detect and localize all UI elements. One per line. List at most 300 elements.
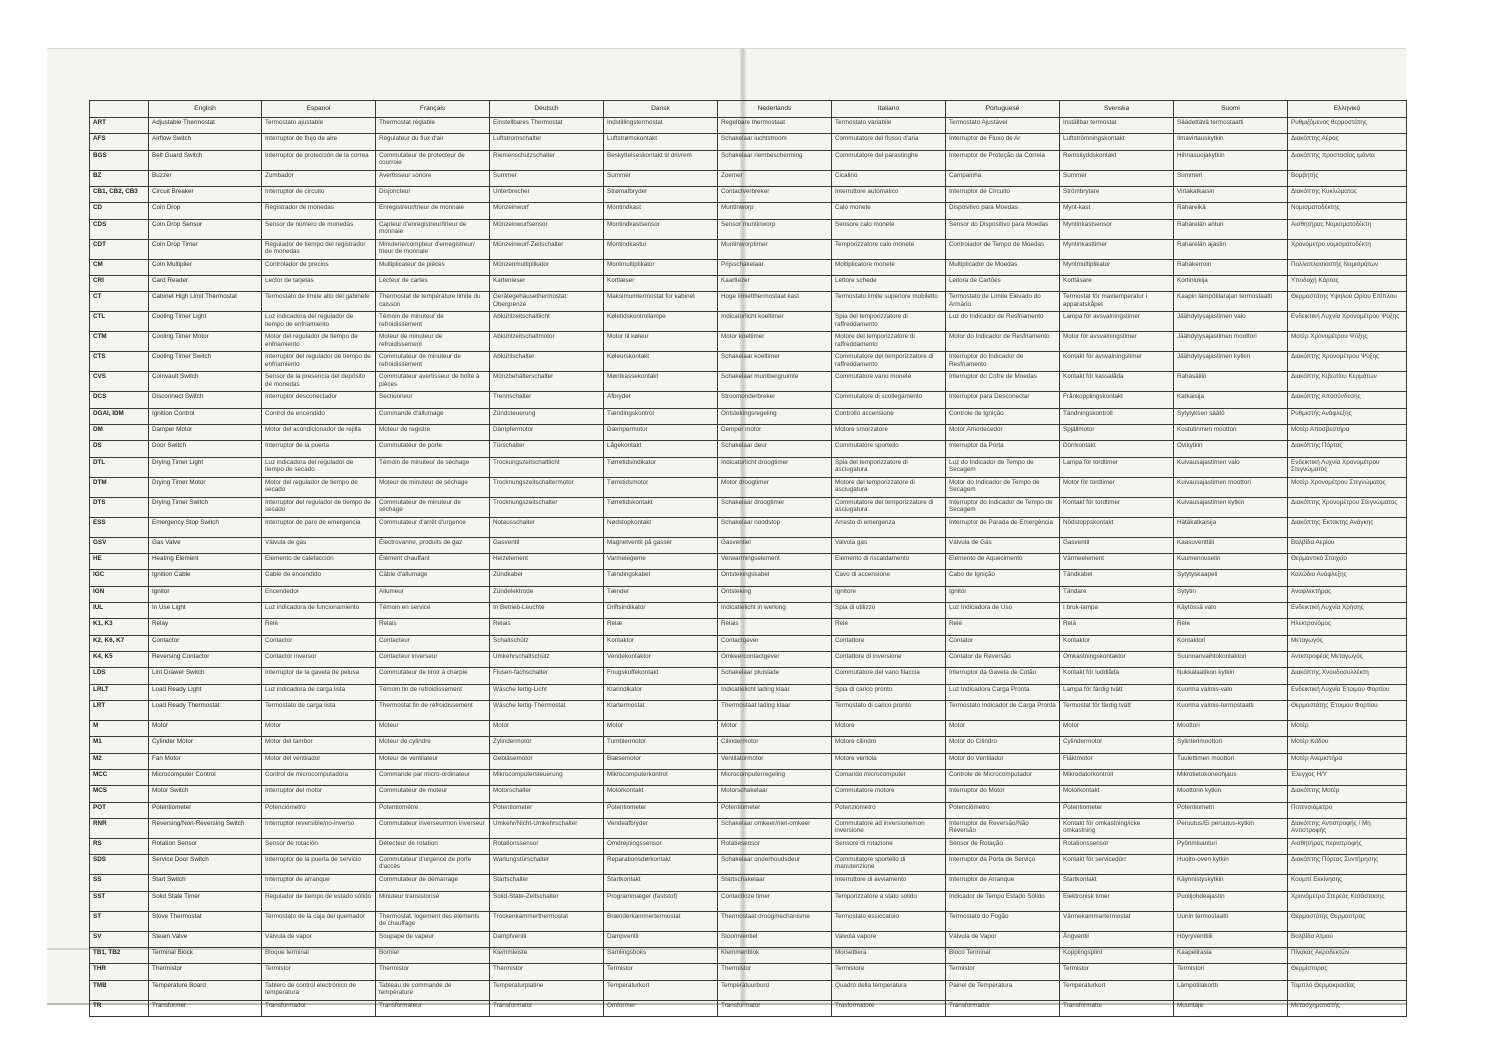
table-cell-translation: Fnugskuffekontakt (604, 668, 718, 684)
table-cell-translation: Omdrejningssensor (604, 838, 718, 854)
table-cell-translation: I bruk-lampa (1060, 602, 1174, 618)
table-row (90, 635, 1407, 651)
table-cell-translation: Kuumennuselin (1174, 553, 1288, 569)
table-cell-translation: Διακόπτης Χρονομέτρου Στεγνώματος (1288, 497, 1407, 517)
table-cell-translation: Rahareikä (1174, 203, 1288, 219)
table-cell-translation: Münzenmultiplikator (490, 259, 604, 275)
table-cell-translation: Commutateur inverseur/non inverseur (376, 818, 490, 838)
table-cell-translation: Inställbar termostat (1060, 118, 1174, 134)
table-cell-translation: Gerätegehäusethermostat: Obergrenze (490, 292, 604, 312)
table-cell-translation: Commutatore del temporizzatore di asciugatura (832, 497, 946, 517)
table-row (90, 553, 1407, 569)
table-cell-translation: Jäähdytysajastimen valo (1174, 312, 1288, 332)
table-cell-code: SDS (90, 855, 149, 875)
table-cell-translation: Διακόπτης Αντιστροφής / Μη Αντιστροφής (1288, 818, 1407, 838)
table-cell-english: Cooling Timer Light (149, 312, 262, 332)
table-cell-translation: Disjoncteur (376, 186, 490, 202)
table-cell-translation: Kaapin lämpötilarajan termostaatti (1174, 292, 1288, 312)
table-cell-translation: Διακόπτης Έκτακτης Ανάγκης (1288, 517, 1407, 537)
table-cell-translation: Zündsteuerung (490, 408, 604, 424)
table-cell-translation: Ignitor (946, 586, 1060, 602)
table-cell-translation: Nødstopkontakt (604, 517, 718, 537)
table-cell-translation: Enregistreur/trieur de monnaie (376, 203, 490, 219)
table-cell-translation: Comando microcomputer (832, 769, 946, 785)
table-cell-code: CDT (90, 239, 149, 259)
table-cell-translation: Münzeinwurf (490, 203, 604, 219)
table-cell-translation: Motorschalter (490, 786, 604, 802)
table-cell-translation: Stroomonderbreker (718, 392, 832, 408)
table-cell-translation: Luz Indicadora Carga Pronta (946, 684, 1060, 700)
table-cell-code: LRT (90, 700, 149, 720)
table-cell-translation: Διακόπτης Μοτέρ (1288, 786, 1407, 802)
table-cell-translation: Sytytyskaapeli (1174, 570, 1288, 586)
table-cell-translation: Luz do Indicador de Resfriamento (946, 312, 1060, 332)
table-cell-code: CTL (90, 312, 149, 332)
table-cell-translation: Interruptor de flujo de aire (262, 134, 376, 150)
table-cell-translation: Lector de tarjetas (262, 275, 376, 291)
table-row (90, 668, 1407, 684)
table-cell-translation: Registrador de monedas (262, 203, 376, 219)
table-cell-translation: Termostato Indicador de Carga Pronta (946, 700, 1060, 720)
table-cell-translation: Potentiometer (604, 802, 718, 818)
table-cell-translation: Αισθητήρας Νομισματοδέκτη (1288, 219, 1407, 239)
table-cell-translation: Summeri (1174, 170, 1288, 186)
column-header-language: Espanol (262, 101, 376, 118)
table-cell-translation: Motor til køleur (604, 332, 718, 352)
table-cell-translation: Tableau de commande de température (376, 980, 490, 1000)
column-header-language: Italiano (832, 101, 946, 118)
table-cell-translation: Termostat för färdig tvätt (1060, 700, 1174, 720)
table-cell-translation: Katkaisija (1174, 392, 1288, 408)
table-cell-translation: Commutateur de minuteur de refroidissement (376, 352, 490, 372)
table-cell-translation: Avertisseur sonore (376, 170, 490, 186)
table-cell-translation: Πίνακας Ακροδεκτών (1288, 947, 1407, 963)
table-cell-translation: Calo monete (832, 203, 946, 219)
table-cell-translation: Kontakt för luddlåda (1060, 668, 1174, 684)
table-cell-translation: Umkehr/Nicht-Umkehrschalter (490, 818, 604, 838)
table-cell-translation: Relais (376, 619, 490, 635)
table-cell-translation: Διακόπτης Χνουδοσυλλέκτη (1288, 668, 1407, 684)
table-cell-translation: Termostat för maxtemperatur i apparatskåpet (1060, 292, 1174, 312)
table-cell-translation: Relè (832, 619, 946, 635)
table-cell-translation: Suunnanvaihtokontaktori (1174, 651, 1288, 667)
table-cell-translation: Luz indicadora del regulador de tiempo de secado (262, 457, 376, 477)
table-cell-translation: Μοτέρ Αποσβεστήρα (1288, 424, 1407, 440)
table-cell-translation: Thermostaat lading klaar (718, 700, 832, 720)
table-cell-translation: Luftströmningskontakt (1060, 134, 1174, 150)
table-cell-translation: Interruptor reversible/no-inverso (262, 818, 376, 838)
table-cell-translation: Interruptor de Reversão/Não Reversão (946, 818, 1060, 838)
table-cell-translation: Lecteur de cartes (376, 275, 490, 291)
table-cell-translation: Commutatore del parastinghe (832, 150, 946, 170)
table-cell-translation: Termistor (946, 964, 1060, 980)
table-cell-translation: Διακόπτης Κιβωτίου Κερμάτων (1288, 372, 1407, 392)
table-row (90, 150, 1407, 170)
table-cell-translation: Trennschalter (490, 392, 604, 408)
table-cell-translation: Commande par micro-ordinateur (376, 769, 490, 785)
table-cell-translation: Gasventil (490, 537, 604, 553)
table-cell-translation: Encendedor (262, 586, 376, 602)
table-row (90, 947, 1407, 963)
table-cell-translation: Commutateur d'urgence de porte d'accès (376, 855, 490, 875)
table-cell-translation: Thermostat réglable (376, 118, 490, 134)
table-cell-translation: Schakelaar deur (718, 441, 832, 457)
table-cell-translation: Trasformatore (832, 1000, 946, 1016)
table-cell-code: ST (90, 911, 149, 931)
table-cell-translation: Thermistor (718, 964, 832, 980)
table-cell-translation: Interruptor de arranque (262, 875, 376, 891)
table-cell-translation: Ovikytkin (1174, 441, 1288, 457)
table-cell-translation: Kontakt för avsvalningstimer (1060, 352, 1174, 372)
table-cell-translation: Ενδεικτική Λυχνία Έτοιμου Φορτίου (1288, 684, 1407, 700)
table-cell-translation: Électrovanne, produits de gaz (376, 537, 490, 553)
table-row (90, 275, 1407, 291)
table-row (90, 891, 1407, 911)
table-cell-translation: Elemento di riscaldamento (832, 553, 946, 569)
table-cell-translation: Schakelaar riembescherming (718, 150, 832, 170)
table-cell-translation: Stoomventiel (718, 931, 832, 947)
table-cell-code: CTS (90, 352, 149, 372)
table-cell-code: BGS (90, 150, 149, 170)
table-cell-translation: Solid-State-Zeitschalter (490, 891, 604, 911)
table-cell-translation: Møntkassekontakt (604, 372, 718, 392)
table-cell-translation: Maksimumtermostat for kabinet (604, 292, 718, 312)
table-cell-translation: Διακόπτης Πόρτας (1288, 441, 1407, 457)
table-cell-translation: Hätäkatkaisija (1174, 517, 1288, 537)
table-cell-translation: Campainha (946, 170, 1060, 186)
table-cell-translation: Sensor do Dispositivo para Moedas (946, 219, 1060, 239)
table-cell-translation: Capteur d'enregistreur/trieur de monnaie (376, 219, 490, 239)
column-header-language: Français (376, 101, 490, 118)
table-cell-translation: Brænderkammertermostat (604, 911, 718, 931)
table-cell-translation: Commande d'allumage (376, 408, 490, 424)
table-cell-translation: Remskyddskontakt (1060, 150, 1174, 170)
table-row (90, 570, 1407, 586)
table-row (90, 372, 1407, 392)
table-cell-translation: Valvola vapore (832, 931, 946, 947)
table-cell-code: GSV (90, 537, 149, 553)
table-row (90, 980, 1407, 1000)
table-cell-translation: Omformer (604, 1000, 718, 1016)
table-cell-translation: Omkeercontactgever (718, 651, 832, 667)
table-row (90, 203, 1407, 219)
table-cell-translation: Dispositivo para Moedas (946, 203, 1060, 219)
table-cell-translation: Elemento de Aquecimento (946, 553, 1060, 569)
table-cell-translation: Notausschalter (490, 517, 604, 537)
table-cell-translation: Termistore (832, 964, 946, 980)
table-cell-translation: Lampa för tordtimer (1060, 457, 1174, 477)
table-cell-translation: Cavo di accensione (832, 570, 946, 586)
table-cell-translation: Contactgever (718, 635, 832, 651)
table-row (90, 352, 1407, 372)
table-row (90, 457, 1407, 477)
table-cell-translation: Interruptor de Arranque (946, 875, 1060, 891)
table-cell-translation: Motor för tordtimer (1060, 477, 1174, 497)
table-cell-code: TR (90, 1000, 149, 1016)
table-cell-translation: Rele (1174, 619, 1288, 635)
table-cell-translation: Schakelaar koeltimer (718, 352, 832, 372)
table-cell-english: Adjustable Thermostat (149, 118, 262, 134)
table-cell-translation: Kontakt för tordtimer (1060, 497, 1174, 517)
table-cell-translation: Βομβητής (1288, 170, 1407, 186)
table-cell-translation: Summer (604, 170, 718, 186)
table-cell-translation: Painel de Temperatura (946, 980, 1060, 1000)
table-cell-translation: Potenziometro (832, 802, 946, 818)
column-header-code (90, 101, 149, 118)
table-cell-translation: Muuntaja (1174, 1000, 1288, 1016)
table-row (90, 1000, 1407, 1016)
table-cell-translation: Ventilatormotor (718, 753, 832, 769)
table-cell-translation: Indicatielicht lading klaar (718, 684, 832, 700)
table-cell-translation: Dæmpermotor (604, 424, 718, 440)
table-cell-translation: Control de microcomputadora (262, 769, 376, 785)
table-cell-translation: Termostato do Fogão (946, 911, 1060, 931)
table-cell-translation: Motor del regulador de tiempo de secado (262, 477, 376, 497)
table-cell-translation: Μεταγωγός (1288, 635, 1407, 651)
table-cell-translation: Säädettävä termostaatti (1174, 118, 1288, 134)
table-cell-translation: Schakelaar muntbergruimte (718, 372, 832, 392)
table-cell-translation: Διακόπτης Πόρτας Συντήρησης (1288, 855, 1407, 875)
table-cell-translation: Schakelaar pluislade (718, 668, 832, 684)
table-cell-translation: Thermostat, logement des éléments de chauffage (376, 911, 490, 931)
table-cell-translation: Termostato essiccatoio (832, 911, 946, 931)
table-cell-translation: Moteur de ventilateur (376, 753, 490, 769)
table-cell-translation: Multiplicador de Moedas (946, 259, 1060, 275)
table-row (90, 537, 1407, 553)
table-cell-translation: Moteur de minuteur de séchage (376, 477, 490, 497)
table-cell-translation: Interruptor da Gaveta de Cotão (946, 668, 1060, 684)
table-cell-translation: Θερμαντικό Στοιχείο (1288, 553, 1407, 569)
table-cell-translation: Motorkontakt (1060, 786, 1174, 802)
table-cell-translation: Válvula de vapor (262, 931, 376, 947)
table-cell-translation: Témoin en service (376, 602, 490, 618)
table-cell-translation: Contactverbreker (718, 186, 832, 202)
table-cell-translation: Cabo de Ignição (946, 570, 1060, 586)
table-cell-translation: Termostato Ajustável (946, 118, 1060, 134)
table-cell-english: Coin Multiplier (149, 259, 262, 275)
table-cell-translation: Sensor de Rotação (946, 838, 1060, 854)
table-cell-translation: Interruptor da Porta de Serviço (946, 855, 1060, 875)
table-cell-translation: Régulateur du flux d'air (376, 134, 490, 150)
table-cell-translation: Relä (1060, 619, 1174, 635)
table-cell-translation: Strømafbryder (604, 186, 718, 202)
table-cell-translation: Interruptor de protección de la correa (262, 150, 376, 170)
table-cell-translation: Motor koeltimer (718, 332, 832, 352)
table-cell-translation: Interruptor do Cofre de Moedas (946, 372, 1060, 392)
table-cell-translation: Minuterie/compteur d'enregistreur/ trieur de monnaie (376, 239, 490, 259)
table-cell-translation: Nukkalaatikon kytkin (1174, 668, 1288, 684)
table-cell-translation: Kaasuventtiili (1174, 537, 1288, 553)
table-cell-english: Damper Motor (149, 424, 262, 440)
table-cell-translation: Ontstekingskabel (718, 570, 832, 586)
table-cell-translation: Válvula de Vapor (946, 931, 1060, 947)
table-cell-translation: Sytytin (1174, 586, 1288, 602)
table-cell-translation: Microcomputerregeling (718, 769, 832, 785)
table-cell-translation: Lämpötilakortti (1174, 980, 1288, 1000)
table-cell-translation: Tablero de control electrónico de temperatura (262, 980, 376, 1000)
table-row (90, 118, 1407, 134)
table-cell-translation: Μετασχηματιστής (1288, 1000, 1407, 1016)
table-row (90, 424, 1407, 440)
table-cell-translation: Χρονόμετρο Στερεάς Κατάστασης (1288, 891, 1407, 911)
table-cell-translation: Schakelaar noodstop (718, 517, 832, 537)
table-cell-translation: Ilmavirtauskytkin (1174, 134, 1288, 150)
table-row (90, 818, 1407, 838)
table-cell-translation: Zumbador (262, 170, 376, 186)
table-cell-code: HE (90, 553, 149, 569)
table-cell-translation: Controle de Ignição (946, 408, 1060, 424)
table-cell-translation: Commutateur de moteur (376, 786, 490, 802)
table-cell-english: Drying Timer Motor (149, 477, 262, 497)
table-cell-translation: Motorkontakt (604, 786, 718, 802)
table-cell-translation: Θερμοστάτης Θερμαστρας (1288, 911, 1407, 931)
table-cell-english: Temperature Board (149, 980, 262, 1000)
table-cell-translation: Commutatore di scollegamento (832, 392, 946, 408)
table-cell-translation: Interruptor de Fluxo de Ar (946, 134, 1060, 150)
table-cell-translation: Ångventil (1060, 931, 1174, 947)
table-cell-translation: Termostato di carico pronto (832, 700, 946, 720)
table-cell-translation: Indicatorlicht koeltimer (718, 312, 832, 332)
table-cell-code: CM (90, 259, 149, 275)
table-cell-code: IGC (90, 570, 149, 586)
table-cell-translation: Montindkastur (604, 239, 718, 259)
table-cell-translation: Νομισματοδέκτης (1288, 203, 1407, 219)
table-cell-translation: Moteur de cylindre (376, 737, 490, 753)
table-cell-translation: Uunin termostaatti (1174, 911, 1288, 931)
table-cell-english: Rotation Sensor (149, 838, 262, 854)
table-row (90, 720, 1407, 736)
table-cell-translation: Verwarmingselement (718, 553, 832, 569)
table-cell-translation: Huolto-oven kytkin (1174, 855, 1288, 875)
table-cell-translation: Dörrkontakt (1060, 441, 1174, 457)
table-cell-code: BZ (90, 170, 149, 186)
table-cell-english: Drying Timer Switch (149, 497, 262, 517)
table-cell-translation: Kaartlezer (718, 275, 832, 291)
table-cell-code: LDS (90, 668, 149, 684)
table-cell-translation: Trocknungszeitschaltermotor (490, 477, 604, 497)
table-cell-translation: Commutatore vano monete (832, 372, 946, 392)
table-cell-translation: Virtakatkaisin (1174, 186, 1288, 202)
table-cell-translation: Myntinkasttimer (1060, 239, 1174, 259)
table-cell-translation: Hoge limietthermostaat kast (718, 292, 832, 312)
table-cell-translation: Transformator (1060, 1000, 1174, 1016)
table-cell-translation: Motor (1060, 720, 1174, 736)
table-cell-translation: Tändkabel (1060, 570, 1174, 586)
table-cell-translation: Käytössä valo (1174, 602, 1288, 618)
table-cell-translation: Flusen-fachschalter (490, 668, 604, 684)
table-cell-translation: Varmelegeme (604, 553, 718, 569)
table-cell-translation: Relais (490, 619, 604, 635)
table-cell-english: Reversing Contactor (149, 651, 262, 667)
table-cell-translation: Kuivausajastimen kytkin (1174, 497, 1288, 517)
table-cell-translation: Multiplicateur de pièces (376, 259, 490, 275)
table-cell-translation: Riemenschutzschalter (490, 150, 604, 170)
table-cell-translation: Käynnistyskytkin (1174, 875, 1288, 891)
table-cell-translation: Ignitore (832, 586, 946, 602)
table-cell-translation: Commutateur de protecteur de courroie (376, 150, 490, 170)
table-cell-translation: Contator (946, 635, 1060, 651)
table-cell-code: DTL (90, 457, 149, 477)
table-cell-translation: Kontaktor (1060, 635, 1174, 651)
table-cell-translation: Moteur (376, 720, 490, 736)
table-cell-translation: Elektronisk timer (1060, 891, 1174, 911)
table-cell-translation: Tænder (604, 586, 718, 602)
glossary-table-wrapper (89, 100, 1406, 1017)
table-cell-translation: Raharelän anturi (1174, 219, 1288, 239)
table-row (90, 855, 1407, 875)
table-cell-translation: Muntinworp (718, 203, 832, 219)
table-cell-translation: Køletidskontrollampe (604, 312, 718, 332)
table-cell-translation: Dampfventil (490, 931, 604, 947)
table-cell-translation: Rahasäiliö (1174, 372, 1288, 392)
table-cell-english: Belt Guard Switch (149, 150, 262, 170)
table-cell-translation: Termostato de límite alto del gabinete (262, 292, 376, 312)
table-cell-translation: Motor del ventilador (262, 753, 376, 769)
table-cell-english: Coin Drop Timer (149, 239, 262, 259)
table-cell-translation: Kaapelirasia (1174, 947, 1288, 963)
table-cell-translation: Indicatorlicht droogtimer (718, 457, 832, 477)
table-row (90, 602, 1407, 618)
table-cell-translation: Commutatore del vano filaccia (832, 668, 946, 684)
table-cell-translation: Commutatore ad inversione/non inversione (832, 818, 946, 838)
table-cell-translation: Motor droogtimer (718, 477, 832, 497)
table-cell-translation: Klarindikator (604, 684, 718, 700)
table-cell-translation: Mynt-kast (1060, 203, 1174, 219)
table-cell-translation: Schaltschütz (490, 635, 604, 651)
table-cell-translation: Luftstrømskontakt (604, 134, 718, 150)
table-cell-code: MCC (90, 769, 149, 785)
table-cell-translation: Thermistor (490, 964, 604, 980)
table-cell-translation: Kontakt för omkastning/icke omkastning (1060, 818, 1174, 838)
table-cell-english: Service Door Switch (149, 855, 262, 875)
table-cell-english: Ignition Cable (149, 570, 262, 586)
table-cell-translation: Beskyttelseskontakt til drivrem (604, 150, 718, 170)
table-cell-translation: Motor (604, 720, 718, 736)
table-cell-translation: Commutateur de démarrage (376, 875, 490, 891)
table-row (90, 312, 1407, 332)
table-cell-english: Terminal Block (149, 947, 262, 963)
table-cell-translation: Regelbare thermostaat (718, 118, 832, 134)
table-cell-translation: Mikrotietokoneohjaus (1174, 769, 1288, 785)
table-cell-translation: Cylindermotor (1060, 737, 1174, 753)
table-cell-translation: Termostato limite superiore mobiletto (832, 292, 946, 312)
table-cell-translation: Peruutus/Ei peruutus-kytkin (1174, 818, 1288, 838)
table-cell-english: Coin Drop Sensor (149, 219, 262, 239)
table-row (90, 931, 1407, 947)
table-cell-translation: Bornier (376, 947, 490, 963)
table-cell-translation: Muntinworptimer (718, 239, 832, 259)
table-cell-translation: Moteur de registre (376, 424, 490, 440)
table-cell-translation: Αναφλεκτήρας (1288, 586, 1407, 602)
column-header-language: Dansk (604, 101, 718, 118)
table-cell-translation: Transformateur (376, 1000, 490, 1016)
table-cell-code: K4, K5 (90, 651, 149, 667)
table-cell-translation: Spjällmotor (1060, 424, 1174, 440)
table-cell-translation: Sensor muntinworp (718, 219, 832, 239)
table-row (90, 700, 1407, 720)
table-cell-english: Lint Drawer Switch (149, 668, 262, 684)
table-cell-translation: Luz do Indicador de Tempo de Secagem (946, 457, 1060, 477)
table-cell-translation: Prijsschakelaar (718, 259, 832, 275)
table-cell-translation: Θερμίστορας (1288, 964, 1407, 980)
table-cell-translation: Abkühlschalter (490, 352, 604, 372)
table-row (90, 517, 1407, 537)
table-row (90, 911, 1407, 931)
table-cell-translation: Thermistor (376, 964, 490, 980)
table-cell-translation: Startkontakt (1060, 875, 1174, 891)
table-cell-code: CDS (90, 219, 149, 239)
table-cell-translation: Controle de Microcomputador (946, 769, 1060, 785)
